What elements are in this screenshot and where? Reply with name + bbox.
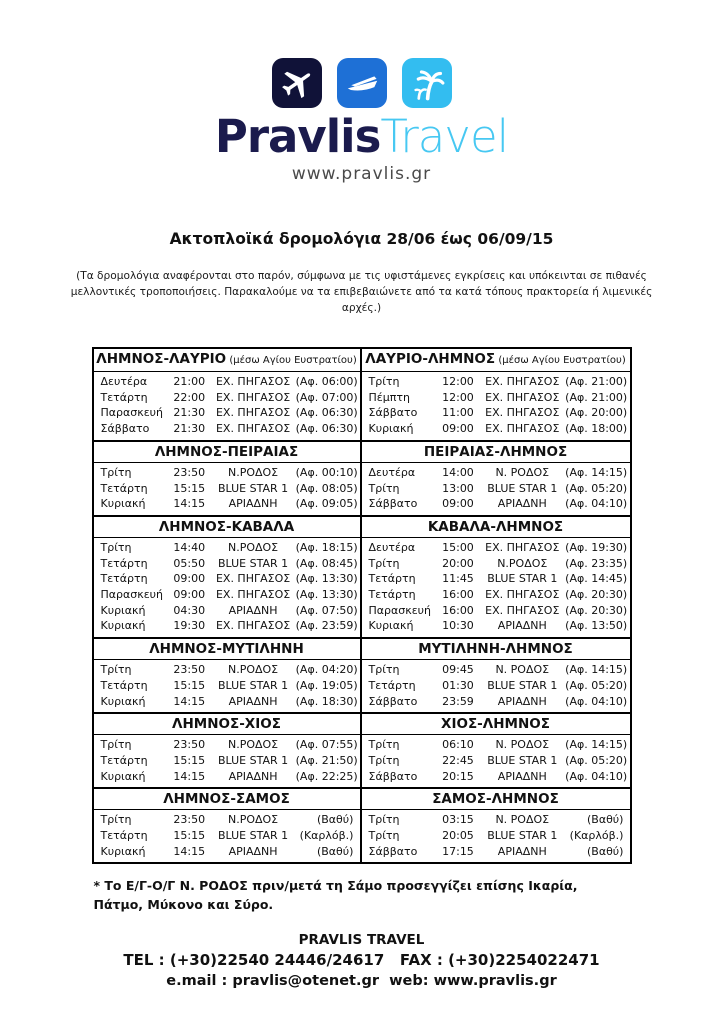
day-cell: Τετάρτη [368,588,416,602]
route-name: ΜΥΤΙΛΗΝΗ-ΛΗΜΝΟΣ [418,641,573,658]
route-rows [362,538,630,637]
arrival-cell: (Αφ. 05:20) [565,481,628,495]
time-cell: 22:45 [442,753,474,767]
time-cell: 05:50 [173,556,206,570]
arrival-cell: (Αφ. 04:10) [565,694,628,708]
vessel-cell: ΕΧ. ΠΗΓΑΣΟΣ [485,390,560,404]
day-cell: Δευτέρα [100,375,148,388]
time-cell: 21:30 [173,422,206,436]
route-header [362,349,630,372]
arrival-cell: (Αφ. 13:30) [295,588,358,602]
time-cell: 15:15 [173,678,206,692]
arrival-cell: (Καρλόβ.) [569,829,624,843]
logo-website: www.pravlis.gr [291,164,432,184]
route-name: ΛΗΜΝΟΣ-ΜΥΤΙΛΗΝΗ [149,641,304,658]
arrival-cell: (Καρλόβ.) [299,829,354,843]
page-title: Ακτοπλοϊκά δρομολόγια 28/06 έως 06/09/15 [169,230,554,248]
day-cell: Τρίτη [368,738,400,752]
vessel-cell: Ν. ΡΟΔΟΣ [495,663,550,677]
schedule-row [362,828,630,844]
vessel-cell: ΕΧ. ΠΗΓΑΣΟΣ [485,540,560,554]
day-cell: Τρίτη [100,540,132,554]
schedule-row [94,496,360,512]
vessel-cell: Ν.ΡΟΔΟΣ [227,813,279,827]
vessel-cell: ΕΧ. ΠΗΓΑΣΟΣ [215,572,291,586]
arrival-cell: (Αφ. 08:45) [295,556,358,570]
day-cell: Κυριακή [100,694,146,708]
route-header [362,517,630,538]
time-cell: 14:15 [173,844,206,858]
day-cell: Τρίτη [368,481,400,495]
arrival-cell: (Αφ. 21:50) [295,753,358,767]
day-cell: Τετάρτη [368,678,416,692]
footnote: * Το Ε/Γ-Ο/Γ Ν. ΡΟΔΟΣ πριν/μετά τη Σάμο προσεγγίζει επίσης Ικαρία, Πάτμο, Μύκονο και Σύρο. [93,878,578,913]
brand-wordmark [0,112,723,162]
time-cell: 23:50 [173,663,206,677]
arrival-cell: (Αφ. 13:30) [295,572,358,586]
route-name: ΠΕΙΡΑΙΑΣ-ΛΗΜΝΟΣ [423,443,568,460]
time-cell: 14:15 [173,694,206,708]
arrival-cell: (Αφ. 18:00) [565,422,628,436]
arrival-cell: (Αφ. 20:30) [565,588,628,602]
arrival-cell: (Αφ. 00:10) [295,465,358,479]
schedule-row [94,571,360,587]
schedule-row [362,603,630,619]
time-cell: 15:00 [442,540,474,554]
vessel-cell: Ν. ΡΟΔΟΣ [495,465,550,479]
schedule-row [94,678,360,694]
time-cell: 14:15 [173,497,206,511]
schedule-row [362,571,630,587]
time-cell: 19:30 [173,619,206,633]
footer [0,930,723,992]
arrival-cell: (Αφ. 14:45) [565,572,628,586]
vessel-cell: ΑΡΙΑΔΝΗ [228,603,278,617]
day-cell: Τετάρτη [100,678,148,692]
arrival-cell: (Αφ. 05:20) [565,753,628,767]
day-cell: Δευτέρα [368,540,416,554]
time-cell: 15:15 [173,753,206,767]
arrival-cell: (Αφ. 04:20) [295,663,358,677]
arrival-cell: (Αφ. 18:30) [295,694,358,708]
schedule-row [94,405,360,421]
arrival-cell: (Αφ. 14:15) [565,738,628,752]
time-cell: 09:00 [173,588,206,602]
vessel-cell: ΕΧ. ΠΗΓΑΣΟΣ [485,422,560,436]
route-name: ΛΗΜΝΟΣ-ΣΑΜΟΣ [163,791,290,808]
arrival-cell: (Αφ. 05:20) [565,678,628,692]
day-cell: Σάββατο [100,422,150,436]
schedule-row [362,496,630,512]
route-header [94,639,360,660]
day-cell: Τρίτη [100,663,132,677]
route-name: ΛΗΜΝΟΣ-ΠΕΙΡΑΙΑΣ [154,443,299,460]
arrival-cell: (Αφ. 07:00) [295,390,358,404]
time-cell: 13:00 [442,481,474,495]
schedule-row [362,540,630,556]
vessel-cell: ΕΧ. ΠΗΓΑΣΟΣ [485,603,560,617]
day-cell: Τρίτη [100,738,132,752]
vessel-cell: ΕΧ. ΠΗΓΑΣΟΣ [485,375,560,388]
route-rows [94,538,360,637]
day-cell: Τρίτη [368,556,400,570]
schedule-row [94,556,360,572]
route-column-outbound [94,349,362,440]
schedule-row [362,678,630,694]
arrival-cell: (Αφ. 06:00) [295,375,358,388]
route-rows [362,810,630,862]
route-rows [94,463,360,515]
route-column-return [362,442,630,515]
day-cell: Κυριακή [368,619,414,633]
arrival-cell: (Αφ. 18:15) [295,540,358,554]
vessel-cell: BLUE STAR 1 [218,678,289,692]
vessel-cell: ΕΧ. ΠΗΓΑΣΟΣ [215,390,291,404]
route-column-return [362,349,630,440]
vessel-cell: BLUE STAR 1 [218,829,289,843]
route-header [94,789,360,810]
vessel-cell: BLUE STAR 1 [218,481,289,495]
schedule-row [362,812,630,828]
route-rows [94,372,360,440]
schedule-row [362,694,630,710]
schedule-section [94,440,630,515]
arrival-cell: (Αφ. 19:30) [565,540,628,554]
brand-pravlis: Pravlis [214,110,381,163]
footer-company: PRAVLIS TRAVEL [298,932,425,949]
route-header [94,517,360,538]
time-cell: 23:50 [173,738,206,752]
day-cell: Τρίτη [368,375,400,388]
vessel-cell: Ν.ΡΟΔΟΣ [227,663,279,677]
schedule-row [362,844,630,860]
brand-travel: Travel [380,110,509,163]
vessel-cell: ΑΡΙΑΔΝΗ [497,694,547,708]
vessel-cell: ΑΡΙΑΔΝΗ [497,769,547,783]
arrival-cell: (Βαθύ) [586,844,624,858]
route-rows [362,735,630,787]
schedule-row [362,587,630,603]
schedule-row [94,812,360,828]
day-cell: Κυριακή [100,619,146,633]
vessel-cell: ΕΧ. ΠΗΓΑΣΟΣ [215,422,291,436]
time-cell: 14:40 [173,540,206,554]
yacht-icon [337,58,387,108]
palm-tree-icon [402,58,452,108]
vessel-cell: ΑΡΙΑΔΝΗ [497,619,547,633]
schedule-row [94,828,360,844]
day-cell: Τετάρτη [100,481,148,495]
day-cell: Κυριακή [100,497,146,511]
day-cell: Παρασκευή [100,406,163,420]
route-header [362,442,630,463]
time-cell: 20:05 [442,829,474,843]
arrival-cell: (Αφ. 23:59) [295,619,358,633]
route-note: (μέσω Αγίου Ευστρατίου) [495,355,626,366]
time-cell: 06:10 [442,738,474,752]
vessel-cell: Ν.ΡΟΔΟΣ [227,738,279,752]
schedule-row [362,662,630,678]
schedule-row [94,662,360,678]
time-cell: 23:50 [173,813,206,827]
arrival-cell: (Αφ. 06:30) [295,406,358,420]
route-header [362,714,630,735]
vessel-cell: BLUE STAR 1 [487,678,558,692]
arrival-cell: (Βαθύ) [586,813,624,827]
day-cell: Τρίτη [368,829,400,843]
time-cell: 10:30 [442,619,474,633]
time-cell: 17:15 [442,844,474,858]
time-cell: 03:15 [442,813,474,827]
arrival-cell: (Αφ. 08:05) [295,481,358,495]
day-cell: Τετάρτη [368,572,416,586]
schedule-row [94,540,360,556]
arrival-cell: (Αφ. 23:35) [565,556,628,570]
route-header [94,442,360,463]
day-cell: Σάββατο [368,769,418,783]
time-cell: 20:15 [442,769,474,783]
vessel-cell: ΕΧ. ΠΗΓΑΣΟΣ [215,619,291,633]
time-cell: 23:50 [173,465,206,479]
schedule-row [362,556,630,572]
time-cell: 21:30 [173,406,206,420]
vessel-cell: Ν.ΡΟΔΟΣ [227,465,279,479]
time-cell: 16:00 [442,603,474,617]
arrival-cell: (Αφ. 07:50) [295,603,358,617]
arrival-cell: (Αφ. 09:05) [295,497,358,511]
schedule-row [362,737,630,753]
schedule-row [94,421,360,437]
vessel-cell: Ν. ΡΟΔΟΣ [495,813,550,827]
arrival-cell: (Αφ. 14:15) [565,465,628,479]
schedule-section [94,515,630,637]
route-name: ΣΑΜΟΣ-ΛΗΜΝΟΣ [432,791,559,808]
logo [0,0,723,184]
schedule-row [94,618,360,634]
vessel-cell: ΑΡΙΑΔΝΗ [228,694,278,708]
day-cell: Σάββατο [368,844,418,858]
schedule-row [362,465,630,481]
route-header [94,349,360,372]
route-header [362,639,630,660]
footer-email-web: e.mail : pravlis@otenet.gr web: www.pravlis.gr [166,973,557,990]
vessel-cell: ΑΡΙΑΔΝΗ [497,497,547,511]
vessel-cell: BLUE STAR 1 [487,572,558,586]
day-cell: Τετάρτη [100,829,148,843]
arrival-cell: (Αφ. 20:30) [565,603,628,617]
vessel-cell: BLUE STAR 1 [487,829,558,843]
route-column-outbound [94,789,362,862]
schedule-row [362,374,630,390]
route-rows [362,660,630,712]
vessel-cell: ΕΧ. ΠΗΓΑΣΟΣ [485,588,560,602]
schedule-row [94,587,360,603]
vessel-cell: BLUE STAR 1 [218,753,289,767]
day-cell: Τρίτη [368,753,400,767]
schedule-row [94,769,360,785]
schedule-row [362,390,630,406]
day-cell: Τετάρτη [100,390,148,404]
arrival-cell: (Αφ. 21:00) [565,375,628,388]
day-cell: Δευτέρα [368,465,416,479]
arrival-cell: (Αφ. 04:10) [565,769,628,783]
time-cell: 15:15 [173,829,206,843]
schedule-row [94,603,360,619]
time-cell: 23:59 [442,694,474,708]
time-cell: 20:00 [442,556,474,570]
arrival-cell: (Αφ. 19:05) [295,678,358,692]
footer-tel-fax: TEL : (+30)22540 24446/24617 FAX : (+30)2254022471 [123,951,600,970]
route-header [94,714,360,735]
vessel-cell: Ν.ΡΟΔΟΣ [227,540,279,554]
route-rows [94,660,360,712]
vessel-cell: ΕΧ. ΠΗΓΑΣΟΣ [485,406,560,420]
route-name: ΛΗΜΝΟΣ-ΧΙΟΣ [172,716,281,733]
arrival-cell: (Βαθύ) [316,844,354,858]
time-cell: 04:30 [173,603,206,617]
day-cell: Τρίτη [100,813,132,827]
day-cell: Τετάρτη [100,753,148,767]
schedule-row [94,753,360,769]
arrival-cell: (Βαθύ) [316,813,354,827]
route-note: (μέσω Αγίου Ευστρατίου) [226,355,357,366]
time-cell: 09:00 [442,497,474,511]
schedule-row [362,618,630,634]
vessel-cell: Ν.ΡΟΔΟΣ [497,556,548,570]
vessel-cell: ΕΧ. ΠΗΓΑΣΟΣ [215,588,291,602]
day-cell: Κυριακή [100,769,146,783]
route-rows [362,372,630,440]
time-cell: 14:15 [173,769,206,783]
schedule-section [94,787,630,862]
vessel-cell: ΑΡΙΑΔΝΗ [228,769,278,783]
day-cell: Σάββατο [368,694,418,708]
day-cell: Τετάρτη [100,556,148,570]
schedule-row [94,844,360,860]
route-column-outbound [94,442,362,515]
schedule-row [94,737,360,753]
time-cell: 12:00 [442,390,474,404]
time-cell: 09:45 [442,663,474,677]
arrival-cell: (Αφ. 07:55) [295,738,358,752]
route-header [362,789,630,810]
day-cell: Κυριακή [100,844,146,858]
route-rows [362,463,630,515]
route-column-outbound [94,517,362,637]
route-name: ΛΗΜΝΟΣ-ΚΑΒΑΛΑ [158,518,295,535]
airplane-icon [272,58,322,108]
day-cell: Τρίτη [100,465,132,479]
schedule-row [362,421,630,437]
schedule-section [94,349,630,440]
time-cell: 12:00 [442,375,474,388]
route-name: ΛΗΜΝΟΣ-ΛΑΥΡΙΟ [96,351,227,367]
arrival-cell: (Αφ. 20:00) [565,406,628,420]
day-cell: Σάββατο [368,497,418,511]
time-cell: 11:00 [442,406,474,420]
schedule-row [362,769,630,785]
route-column-return [362,517,630,637]
logo-icons [0,58,723,108]
day-cell: Κυριακή [368,422,414,436]
schedule-row [362,405,630,421]
route-name: ΛΑΥΡΙΟ-ΛΗΜΝΟΣ [365,351,496,367]
route-name: ΧΙΟΣ-ΛΗΜΝΟΣ [441,716,550,733]
day-cell: Παρασκευή [100,588,163,602]
disclaimer-text: (Τα δρομολόγια αναφέρονται στο παρόν, σύμφωνα με τις υφιστάμενες εγκρίσεις και υπόκεινται σε πιθανές μελλοντικές τροποποιήσεις. Παρακαλούμε να τα επιβεβαιώνετε από τα κατά τόπους πρακτορεία ή λιμενικές αρχές.) [70,270,653,314]
day-cell: Τρίτη [368,813,400,827]
time-cell: 11:45 [442,572,474,586]
day-cell: Τρίτη [368,663,400,677]
arrival-cell: (Αφ. 06:30) [295,422,358,436]
day-cell: Κυριακή [100,603,146,617]
vessel-cell: ΑΡΙΑΔΝΗ [228,497,278,511]
schedule-row [94,694,360,710]
schedule-row [94,481,360,497]
arrival-cell: (Αφ. 14:15) [565,663,628,677]
time-cell: 21:00 [173,375,206,388]
schedule-row [362,753,630,769]
day-cell: Τετάρτη [100,572,148,586]
route-column-outbound [94,714,362,787]
schedule-section [94,712,630,787]
day-cell: Σάββατο [368,406,418,420]
ferry-schedule-table [92,347,632,864]
schedule-section [94,637,630,712]
time-cell: 14:00 [442,465,474,479]
route-column-return [362,789,630,862]
arrival-cell: (Αφ. 04:10) [565,497,628,511]
time-cell: 16:00 [442,588,474,602]
route-rows [94,735,360,787]
route-column-return [362,714,630,787]
time-cell: 15:15 [173,481,206,495]
vessel-cell: ΑΡΙΑΔΝΗ [497,844,547,858]
day-cell: Παρασκευή [368,603,431,617]
route-column-outbound [94,639,362,712]
route-rows [94,810,360,862]
vessel-cell: ΕΧ. ΠΗΓΑΣΟΣ [215,406,291,420]
time-cell: 09:00 [442,422,474,436]
arrival-cell: (Αφ. 22:25) [295,769,358,783]
vessel-cell: BLUE STAR 1 [487,753,558,767]
route-name: ΚΑΒΑΛΑ-ΛΗΜΝΟΣ [427,518,564,535]
schedule-row [94,465,360,481]
schedule-row [94,390,360,406]
time-cell: 09:00 [173,572,206,586]
schedule-row [94,374,360,390]
day-cell: Πέμπτη [368,390,410,404]
vessel-cell: BLUE STAR 1 [218,556,289,570]
arrival-cell: (Αφ. 13:50) [565,619,628,633]
vessel-cell: ΑΡΙΑΔΝΗ [228,844,278,858]
time-cell: 01:30 [442,678,474,692]
vessel-cell: BLUE STAR 1 [487,481,558,495]
arrival-cell: (Αφ. 21:00) [565,390,628,404]
vessel-cell: Ν. ΡΟΔΟΣ [495,738,550,752]
time-cell: 22:00 [173,390,206,404]
schedule-row [362,481,630,497]
route-column-return [362,639,630,712]
vessel-cell: ΕΧ. ΠΗΓΑΣΟΣ [215,375,291,388]
